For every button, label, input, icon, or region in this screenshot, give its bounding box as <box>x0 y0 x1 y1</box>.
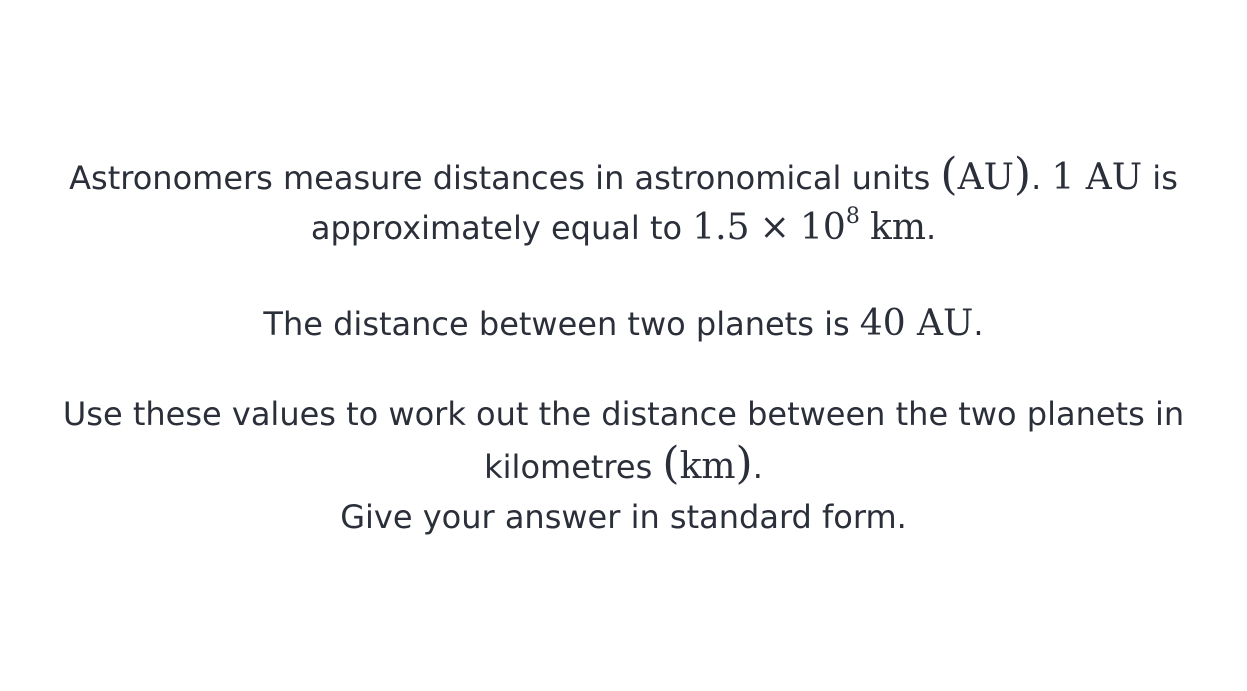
au-symbol: AU <box>957 157 1014 198</box>
instruction-line-1: Use these values to work out the distance between the two planets in <box>62 395 1185 433</box>
is-text: is <box>1142 159 1178 197</box>
open-paren: ( <box>662 438 680 489</box>
planet-distance-text: The distance between two planets is <box>263 305 860 343</box>
period: . <box>752 448 763 486</box>
close-paren: ) <box>735 438 753 489</box>
times-sign: × <box>759 207 790 248</box>
planet-distance-paragraph <box>20 299 1227 349</box>
coefficient: 1.5 <box>692 207 750 248</box>
instruction-paragraph <box>20 389 1227 542</box>
au-intro-text: Astronomers measure distances in astronomical units <box>69 159 941 197</box>
spacer <box>20 253 1227 299</box>
approx-equal-text: approximately equal to <box>310 209 693 247</box>
planet-distance-value: 40 AU <box>859 303 974 344</box>
close-paren: ) <box>1013 149 1032 200</box>
one-au-expression: 1 AU <box>1051 157 1143 198</box>
km-unit: km <box>870 207 926 248</box>
standard-form-instruction: Give your answer in standard form. <box>340 498 907 536</box>
km-unit: km <box>679 446 736 487</box>
period: . <box>973 305 984 343</box>
open-paren: ( <box>940 149 958 200</box>
instruction-line-2: kilometres <box>484 448 663 486</box>
period: . <box>1031 159 1042 197</box>
power-exponent: 8 <box>845 204 860 229</box>
power-base: 10 <box>800 207 846 248</box>
au-definition-paragraph <box>20 150 1227 253</box>
period: . <box>925 209 937 247</box>
question-text <box>20 150 1227 542</box>
spacer <box>20 349 1227 389</box>
